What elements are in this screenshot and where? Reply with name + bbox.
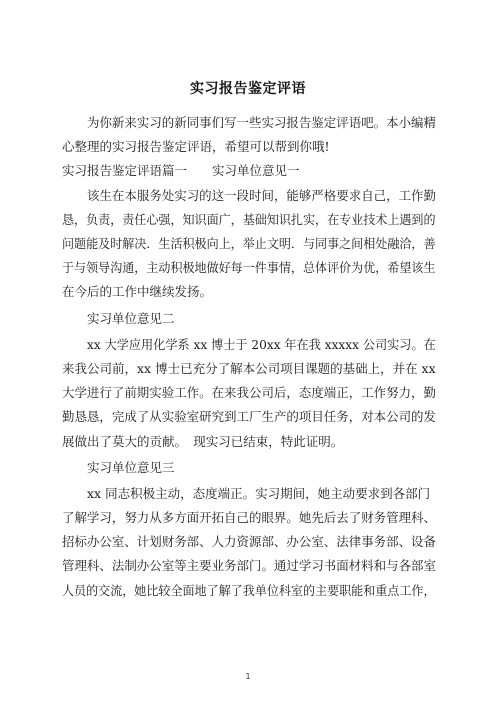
section-heading: 实习报告鉴定评语篇一 实习单位意见一 [62, 163, 300, 178]
body-line: 恳，负责，责任心强，知识面广，基础知识扎实，在专业技术上遇到的 [62, 212, 436, 227]
body-line: 人员的交流，她比较全面地了解了我单位科室的主要职能和重点工作， [62, 583, 436, 598]
body-line: xx 大学应用化学系 xx 博士于 20xx 年在我 xxxxx 公司实习。在 [87, 337, 436, 352]
body-line: 为你新来实习的新同事们写一些实习报告鉴定评语吧。本小编精 [87, 115, 437, 130]
document-title: 实习报告鉴定评语 [190, 81, 306, 97]
body-line: 大学进行了前期实验工作。在来我公司后，态度端正，工作努力，勤 [62, 385, 437, 400]
page-number: 1 [245, 672, 251, 681]
body-line: 问题能及时解决．生活积极向上，举止文明．与同事之间相处融洽，善 [62, 236, 436, 251]
body-line: 于与领导沟通，主动积极地做好每一件事情，总体评价为优，希望该生 [62, 260, 436, 275]
body-line: 管理科、法制办公室等主要业务部门。通过学习书面材料和与各部室 [62, 558, 437, 573]
body-line: 来我公司前，xx 博士已充分了解本公司项目课题的基础上，并在 xx [62, 361, 436, 376]
body-line: 心整理的实习报告鉴定评语，希望可以帮到你哦! [62, 139, 330, 154]
body-line: 该生在本服务处实习的这一段时间，能够严格要求自己，工作勤 [87, 188, 437, 203]
body-line: 在今后的工作中继续发扬。 [62, 284, 213, 299]
section-heading: 实习单位意见三 [87, 460, 175, 475]
body-line: 了解学习，努力从多方面开拓自己的眼界。她先后去了财务管理科、 [62, 510, 437, 525]
section-heading: 实习单位意见二 [87, 311, 175, 326]
body-line: xx 同志积极主动，态度端正。实习期间，她主动要求到各部门 [87, 486, 431, 501]
body-line: 招标办公室、计划财务部、人力资源部、办公室、法律事务部、设备 [62, 534, 437, 549]
body-line: 展做出了莫大的贡献。 现实习已结束，特此证明。 [62, 434, 344, 449]
body-line: 勤恳恳，完成了从实验室研究到工厂生产的项目任务，对本公司的发 [62, 409, 437, 424]
